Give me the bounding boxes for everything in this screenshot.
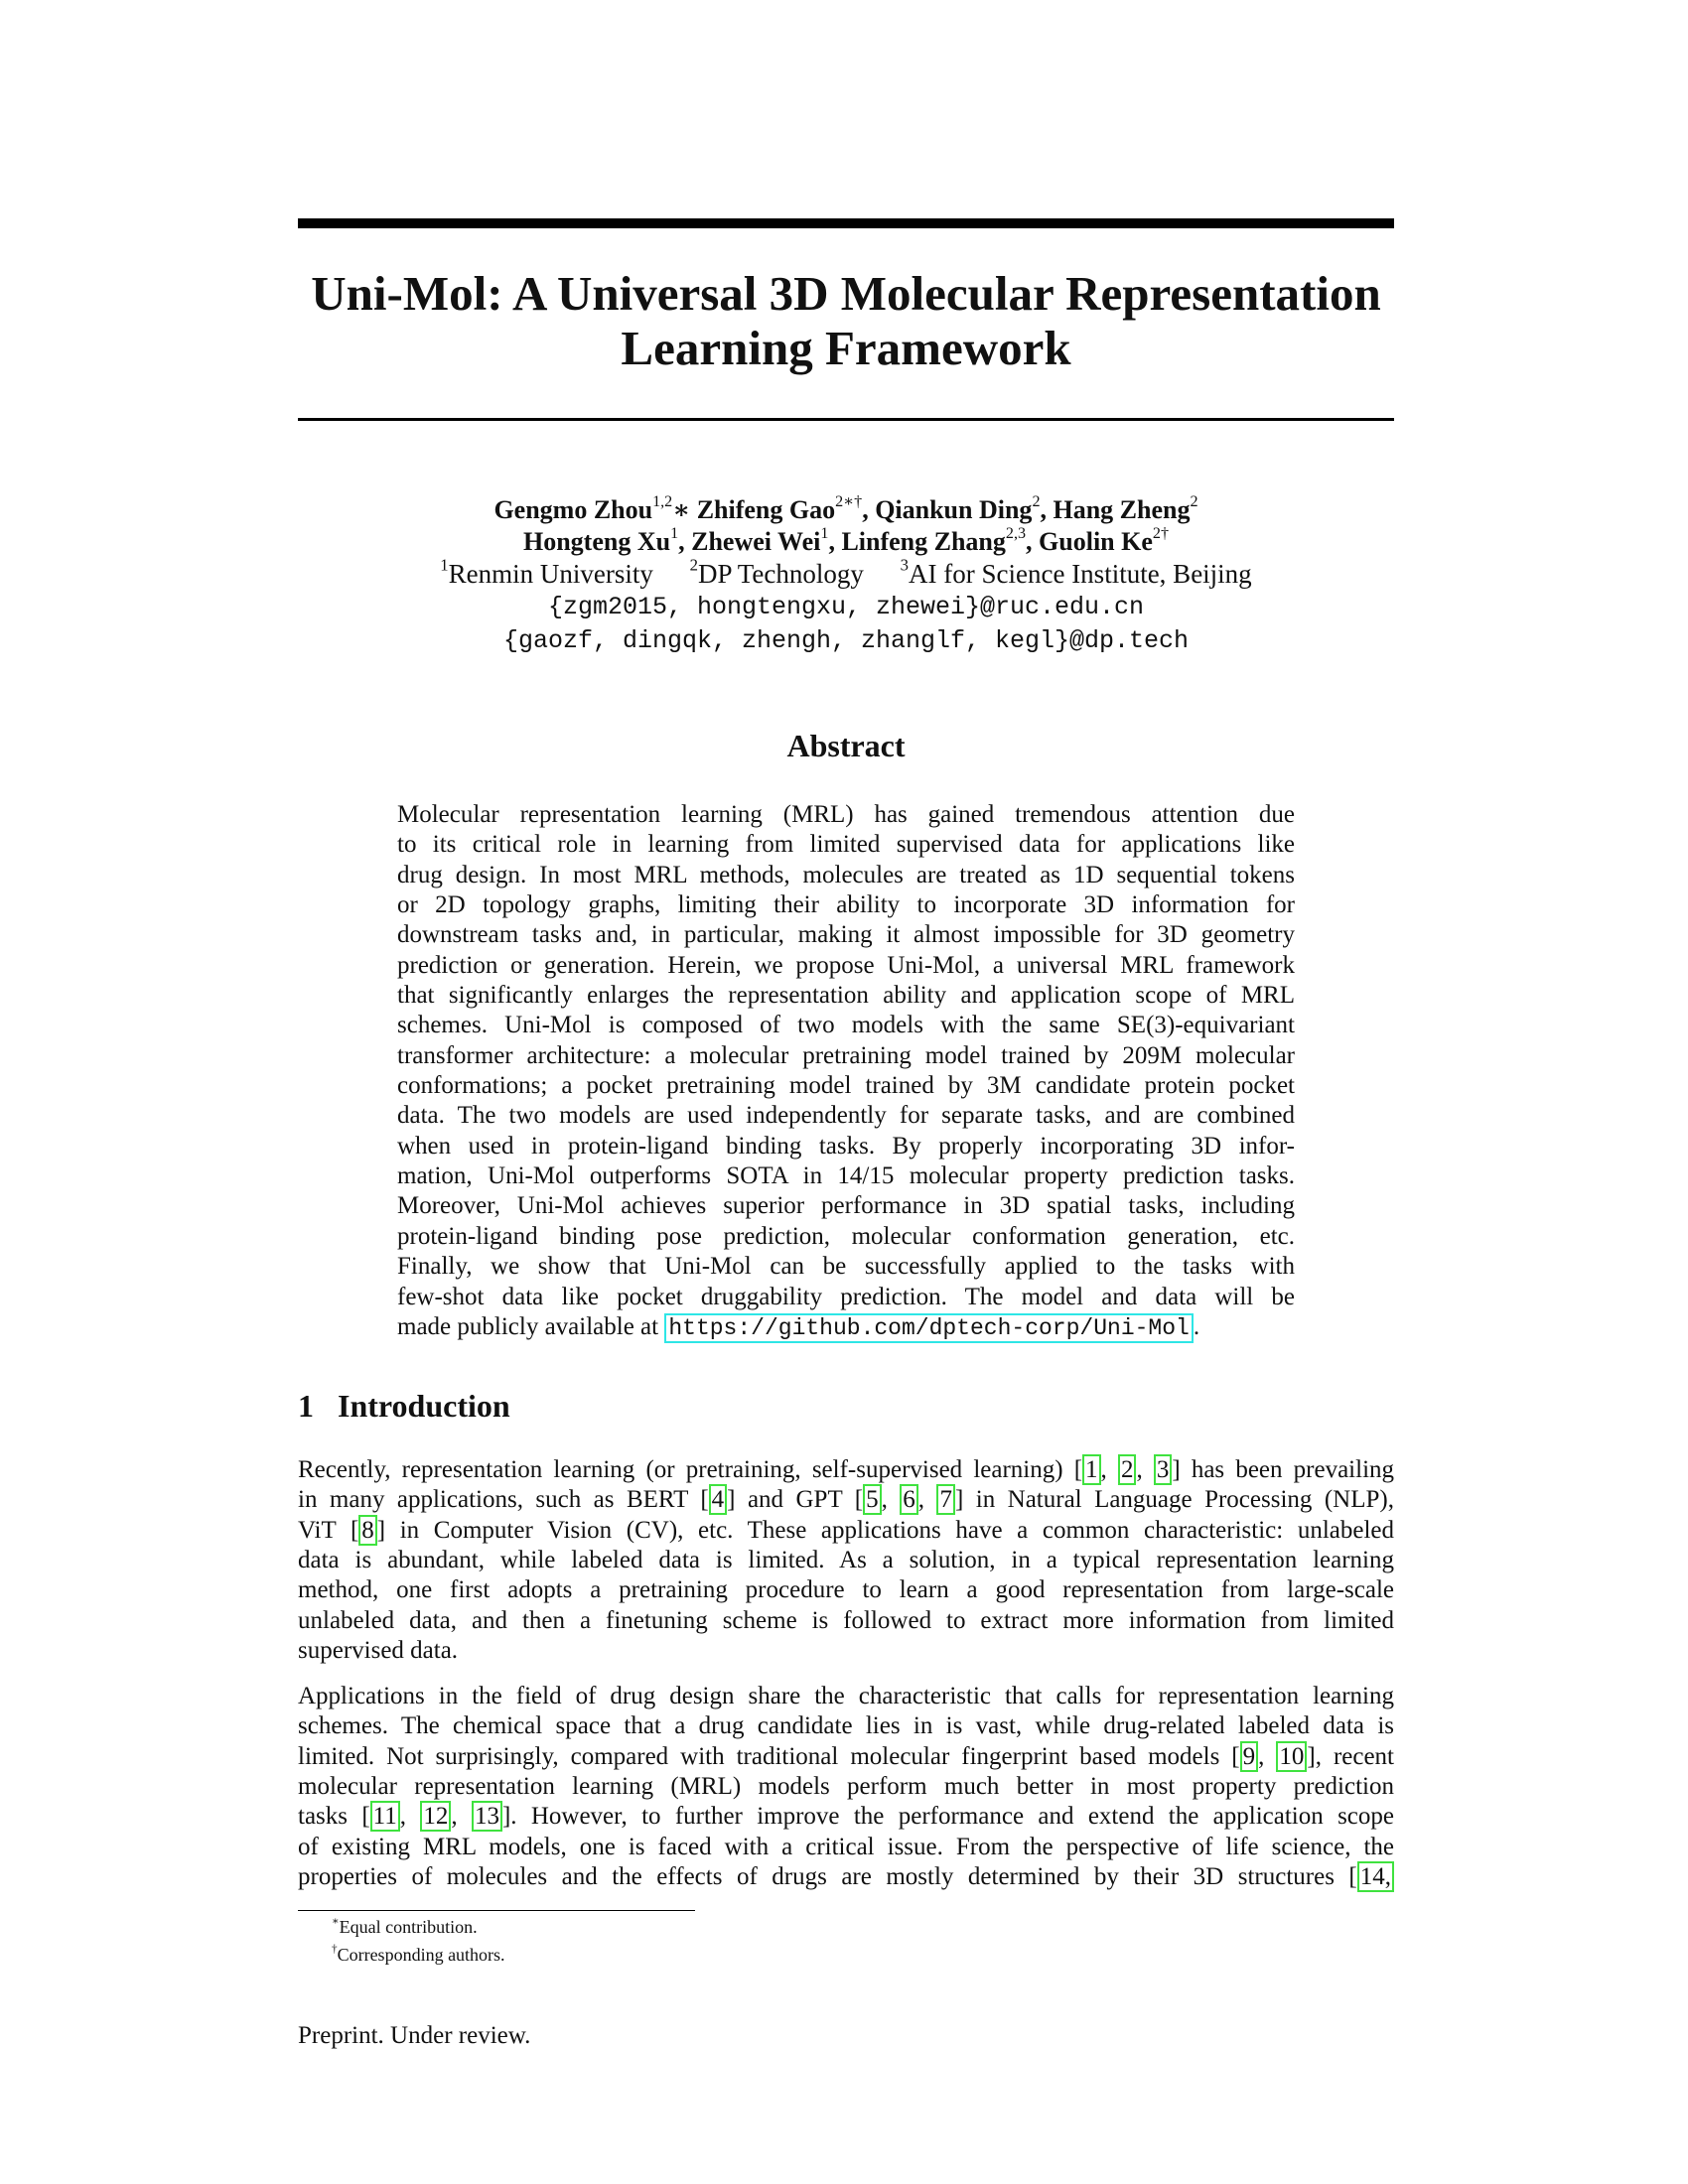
author-sup: 1 — [820, 524, 829, 542]
citation-link[interactable]: 7 — [936, 1484, 955, 1515]
affiliation — [900, 555, 1252, 589]
author-name: Zhewei Wei — [691, 527, 821, 556]
paragraph-line: molecular representation learning (MRL) models perform much better in most property prediction — [298, 1773, 1394, 1801]
author-mark: ∗ — [672, 495, 691, 524]
text: in Computer Vision (CV), etc. These applications have a common characteristic: unlabeled — [385, 1516, 1394, 1544]
citation-link[interactable]: 2 — [1118, 1454, 1137, 1485]
abstract-line: schemes. Uni-Mol is composed of two models with the same SE(3)-equivariant — [397, 1012, 1295, 1039]
paper-title — [298, 266, 1394, 375]
affiliation — [689, 555, 864, 589]
author-name: Guolin Ke — [1039, 527, 1153, 556]
title-top-rule — [298, 218, 1394, 228]
affiliation — [440, 555, 653, 589]
author-sup: 2,3 — [1005, 524, 1027, 542]
abstract-line: drug design. In most MRL methods, molecules are treated as 1D sequential tokens — [397, 861, 1295, 888]
abstract-line: Moreover, Uni-Mol achieves superior performance in 3D spatial tasks, including — [397, 1192, 1295, 1220]
paragraph-line: method, one first adopts a pretraining procedure to learn a good representation from large-scale — [298, 1576, 1394, 1604]
text: and GPT — [735, 1486, 855, 1514]
footnote-mark: † — [332, 1943, 338, 1956]
abstract-line — [397, 1312, 1295, 1343]
github-link[interactable]: https://github.com/dptech-corp/Uni-Mol — [664, 1313, 1194, 1343]
abstract-line: transformer architecture: a molecular pretraining model trained by 209M molecular — [397, 1041, 1295, 1069]
intro-paragraph-1 — [298, 1455, 1394, 1666]
affiliation-sup: 2 — [689, 555, 699, 575]
text: limited. Not surprisingly, compared with traditional molecular fingerprint based models — [298, 1742, 1232, 1770]
email-ruc: {zgm2015, hongtengxu, zhewei}@ruc.edu.cn — [547, 593, 1145, 621]
author-sup: 2 — [1032, 492, 1041, 510]
section-title: Introduction — [338, 1388, 510, 1424]
intro-paragraph-2 — [298, 1682, 1394, 1892]
affiliation-name: DP Technology — [698, 559, 864, 589]
footnote-equal-contribution — [332, 1916, 478, 1938]
footnote-text: Corresponding authors. — [337, 1945, 505, 1965]
email-dp: {gaozf, dingqk, zhengh, zhanglf, kegl}@dp.tech — [502, 626, 1190, 655]
title-line-1: Uni-Mol: A Universal 3D Molecular Representation — [311, 266, 1381, 321]
abstract-line: that significantly enlarges the representation ability and application scope of MRL — [397, 982, 1295, 1010]
footnote-mark: ∗ — [332, 1915, 340, 1928]
affiliations — [298, 555, 1394, 591]
abstract-line: conformations; a pocket pretraining model trained by 3M candidate protein pocket — [397, 1072, 1295, 1100]
author-name: Hongteng Xu — [522, 527, 671, 556]
abstract-line: mation, Uni-Mol outperforms SOTA in 14/15 molecular property prediction tasks. — [397, 1162, 1295, 1190]
title-bottom-rule — [298, 418, 1394, 421]
paragraph-line: limited. Not surprisingly, compared with traditional molecular fingerprint based models [ 9 , 10 ], recent — [298, 1742, 1395, 1770]
citation-link[interactable]: 11 — [370, 1801, 400, 1832]
author-line-2: Hongteng Xu$^1$, Zhewei Wei$^1$, Linfeng Zhang$^{2,3}$, Guolin $Ke^{2\dagger}$ — [522, 524, 1169, 556]
abstract-line: data. The two models are used independently for separate tasks, and are combined — [397, 1102, 1295, 1130]
abstract-line: prediction or generation. Herein, we propose Uni-Mol, a universal MRL framework — [397, 951, 1295, 979]
citation-link[interactable]: 14, — [1357, 1861, 1394, 1892]
footnote-corresponding-authors — [332, 1944, 505, 1966]
author-sup: 2∗† — [835, 492, 863, 510]
paragraph-line: in many applications, such as BERT [ 4 ] and GPT [ 5 , 6 , 7 ] in Natural Language Processing (NLP), — [298, 1486, 1394, 1514]
affiliation-sup: 1 — [440, 555, 449, 575]
paragraph-line: ViT [ 8 ] in Computer Vision (CV), etc. These applications have a common characteristic: unlabeled — [298, 1516, 1394, 1544]
author-sup: 1 — [670, 524, 679, 542]
author-line-1: Gengmo Zhou$^{1,2}$∗ Zhifeng Gao$^{2∗\dagger}$, Qiankun Ding$^2$, Hang Zheng$^2$ — [493, 492, 1198, 524]
author-name: Linfeng Zhang — [841, 527, 1006, 556]
citation-link[interactable]: 5 — [863, 1484, 882, 1515]
citation-link[interactable]: 13 — [472, 1801, 502, 1832]
author-sup: 1,2 — [652, 492, 673, 510]
preprint-notice: Preprint. Under review. — [298, 2022, 531, 2049]
abstract-text: . — [1193, 1312, 1200, 1340]
author-sup: 2 — [1190, 492, 1198, 510]
citation-link[interactable]: 8 — [358, 1515, 377, 1546]
section-number: 1 — [298, 1388, 314, 1424]
abstract-heading: Abstract — [786, 728, 906, 763]
citation-link[interactable]: 3 — [1154, 1454, 1173, 1485]
author-block — [298, 494, 1394, 658]
affiliation-sup: 3 — [900, 555, 910, 575]
paragraph-line: of existing MRL models, one is faced with a critical issue. From the perspective of life science, the — [298, 1833, 1394, 1860]
abstract-line: protein-ligand binding pose prediction, molecular conformation generation, etc. — [397, 1222, 1295, 1250]
citation-link[interactable]: 6 — [900, 1484, 918, 1515]
title-line-2: Learning Framework — [621, 321, 1071, 375]
paragraph-line: Applications in the field of drug design share the characteristic that calls for representation learning — [298, 1683, 1394, 1709]
abstract-line: Molecular representation learning (MRL) has gained tremendous attention due — [397, 801, 1295, 828]
abstract-text: made publicly available at — [397, 1312, 665, 1340]
citation-link[interactable]: 1 — [1082, 1454, 1101, 1485]
affiliation-name: Renmin University — [448, 559, 653, 589]
author-name: Zhifeng Gao — [696, 495, 836, 524]
abstract-body — [397, 800, 1295, 1343]
abstract-line: downstream tasks and, in particular, making it almost impossible for 3D geometry — [397, 921, 1295, 949]
paragraph-line: Recently, representation learning (or pretraining, self-supervised learning) [ 1 , 2 , 3 ] has been prevailing — [298, 1456, 1395, 1483]
abstract-line: to its critical role in learning from limited supervised data for applications like — [397, 831, 1295, 859]
affiliation-name: AI for Science Institute, Beijing — [909, 559, 1252, 589]
footnote-rule — [298, 1910, 695, 1911]
paragraph-line: supervised data. — [298, 1637, 459, 1665]
abstract-line: few-shot data like pocket druggability prediction. The model and data will be — [397, 1283, 1295, 1310]
paragraph-line: unlabeled data, and then a finetuning scheme is followed to extract more information from limited — [298, 1606, 1394, 1634]
citation-link[interactable]: 9 — [1240, 1741, 1259, 1772]
paragraph-line: data is abundant, while labeled data is limited. As a solution, in a typical representation learning — [298, 1547, 1394, 1574]
text: . However, to further improve the performance and extend the application scope — [510, 1803, 1395, 1831]
text: tasks — [298, 1803, 362, 1831]
citation-link[interactable]: 4 — [709, 1484, 728, 1515]
text: Recently, representation learning (or pretraining, self-supervised learning) — [298, 1456, 1074, 1483]
section-heading-introduction — [298, 1386, 510, 1426]
citation-link[interactable]: 12 — [420, 1801, 451, 1832]
paragraph-line: properties of molecules and the effects of drugs are mostly determined by their 3D structures [ 14, — [298, 1862, 1394, 1892]
text: has been prevailing — [1180, 1456, 1395, 1483]
text: in many applications, such as BERT — [298, 1486, 701, 1514]
paragraph-line: tasks [ 11 , 12 , 13 ]. However, to further improve the performance and extend the application scope — [298, 1803, 1395, 1831]
abstract-line: Finally, we show that Uni-Mol can be successfully applied to the tasks with — [397, 1253, 1295, 1281]
abstract-line: when used in protein-ligand binding tasks. By properly incorporating 3D infor- — [397, 1132, 1295, 1160]
text: in Natural Language Processing (NLP), — [963, 1486, 1394, 1514]
text: ViT — [298, 1516, 351, 1544]
text: properties of molecules and the effects of drugs are mostly determined by their 3D structures — [298, 1863, 1349, 1891]
author-name: Hang Zheng — [1053, 495, 1191, 524]
author-sup: 2† — [1152, 524, 1169, 542]
abstract-line: or 2D topology graphs, limiting their ability to incorporate 3D information for — [397, 891, 1295, 919]
author-name: Gengmo Zhou — [493, 495, 653, 524]
footnote-text: Equal contribution. — [339, 1917, 478, 1937]
paragraph-line: schemes. The chemical space that a drug candidate lies in is vast, while drug-related labeled data is — [298, 1712, 1394, 1740]
text: , recent — [1315, 1742, 1395, 1770]
citation-link[interactable]: 10 — [1276, 1741, 1307, 1772]
author-name: Qiankun Ding — [875, 495, 1033, 524]
